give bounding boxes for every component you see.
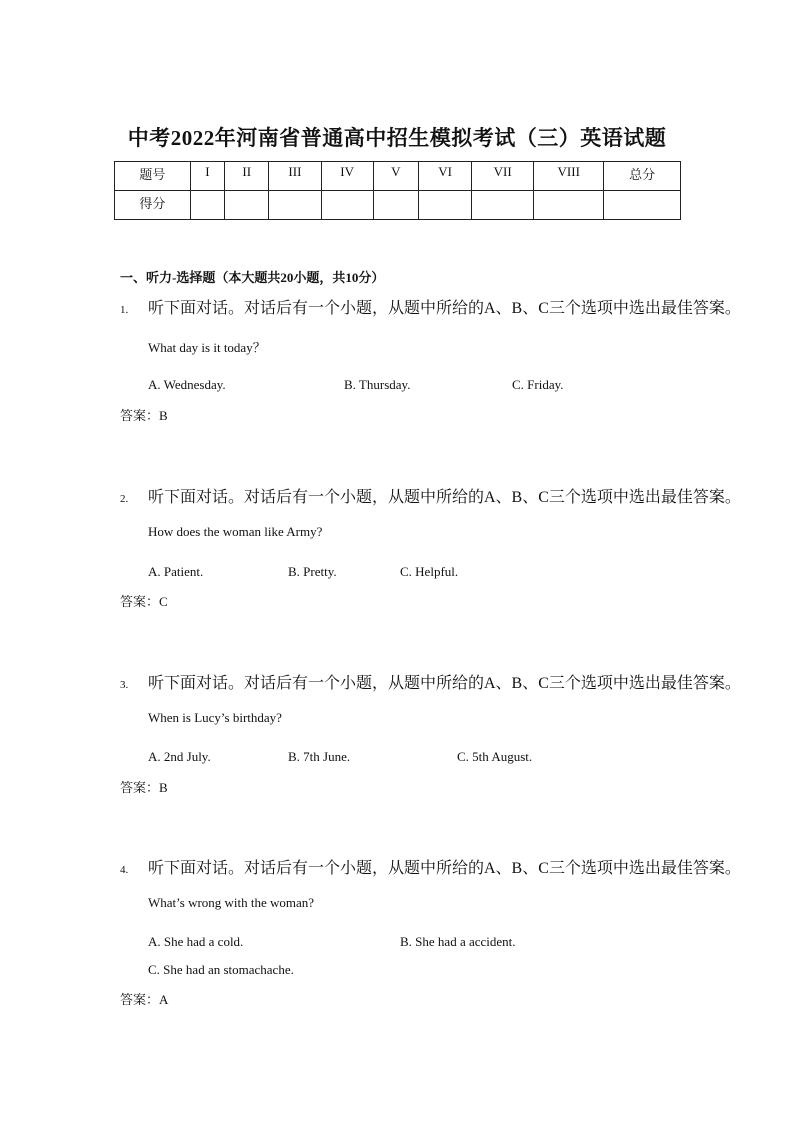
question-instruction: 听下面对话。对话后有一个小题，从题中所给的A、B、C三个选项中选出最佳答案。: [148, 860, 741, 877]
table-header-cell: I: [190, 162, 224, 191]
question-number: 2.: [120, 493, 129, 505]
option-b[interactable]: B. Thursday.: [344, 377, 411, 392]
table-header-cell: III: [269, 162, 321, 191]
option-a[interactable]: A. 2nd July.: [148, 749, 211, 764]
score-table: [114, 161, 681, 220]
question-instruction: 听下面对话。对话后有一个小题，从题中所给的A、B、C三个选项中选出最佳答案。: [148, 675, 741, 692]
table-header-cell: VII: [472, 162, 534, 191]
question-instruction-line: [120, 484, 741, 507]
answer: 答案：C: [120, 594, 168, 609]
question-instruction-line: [120, 670, 741, 693]
option-a[interactable]: A. Patient.: [148, 564, 204, 579]
option-c[interactable]: C. Helpful.: [400, 564, 459, 579]
score-cell[interactable]: [472, 191, 534, 220]
section-heading: 一、听力-选择题（本大题共20小题，共10分）: [120, 270, 385, 285]
table-header-cell: V: [373, 162, 418, 191]
question-prompt: When is Lucy’s birthday?: [148, 710, 282, 725]
table-header-cell: II: [225, 162, 269, 191]
option-c[interactable]: C. She had an stomachache.: [148, 962, 294, 977]
question-number: 3.: [120, 679, 129, 691]
score-cell[interactable]: [321, 191, 373, 220]
table-row-label: 得分: [115, 191, 191, 220]
table-header-cell: 题号: [115, 162, 191, 191]
score-table-header-row: [115, 162, 681, 191]
score-cell[interactable]: [269, 191, 321, 220]
score-cell[interactable]: [225, 191, 269, 220]
page-title: 中考2022年河南省普通高中招生模拟考试（三）英语试题: [127, 126, 667, 150]
option-b[interactable]: B. Pretty.: [288, 564, 337, 579]
option-a[interactable]: A. Wednesday.: [148, 377, 226, 392]
table-header-cell: VI: [418, 162, 471, 191]
question-number: 4.: [120, 864, 129, 876]
score-cell[interactable]: [604, 191, 681, 220]
answer: 答案：A: [120, 992, 169, 1007]
question-instruction-line: [120, 295, 741, 318]
score-table-score-row: [115, 191, 681, 220]
answer: 答案：B: [120, 780, 168, 795]
question-number: 1.: [120, 304, 129, 316]
question-instruction-line: [120, 855, 741, 878]
option-a[interactable]: A. She had a cold.: [148, 934, 244, 949]
score-cell[interactable]: [190, 191, 224, 220]
option-c[interactable]: C. 5th August.: [457, 749, 533, 764]
table-header-cell: IV: [321, 162, 373, 191]
option-c[interactable]: C. Friday.: [512, 377, 564, 392]
option-b[interactable]: B. She had a accident.: [400, 934, 516, 949]
question-prompt: What day is it today？: [148, 340, 266, 355]
question-prompt: What’s wrong with the woman?: [148, 895, 315, 910]
question-instruction: 听下面对话。对话后有一个小题，从题中所给的A、B、C三个选项中选出最佳答案。: [148, 489, 741, 506]
answer: 答案：B: [120, 408, 168, 423]
question-prompt: How does the woman like Army?: [148, 524, 323, 539]
score-cell[interactable]: [418, 191, 471, 220]
table-header-cell: 总分: [604, 162, 681, 191]
score-cell[interactable]: [373, 191, 418, 220]
question-instruction: 听下面对话。对话后有一个小题，从题中所给的A、B、C三个选项中选出最佳答案。: [148, 300, 741, 317]
table-header-cell: VIII: [534, 162, 604, 191]
option-b[interactable]: B. 7th June.: [288, 749, 351, 764]
score-cell[interactable]: [534, 191, 604, 220]
